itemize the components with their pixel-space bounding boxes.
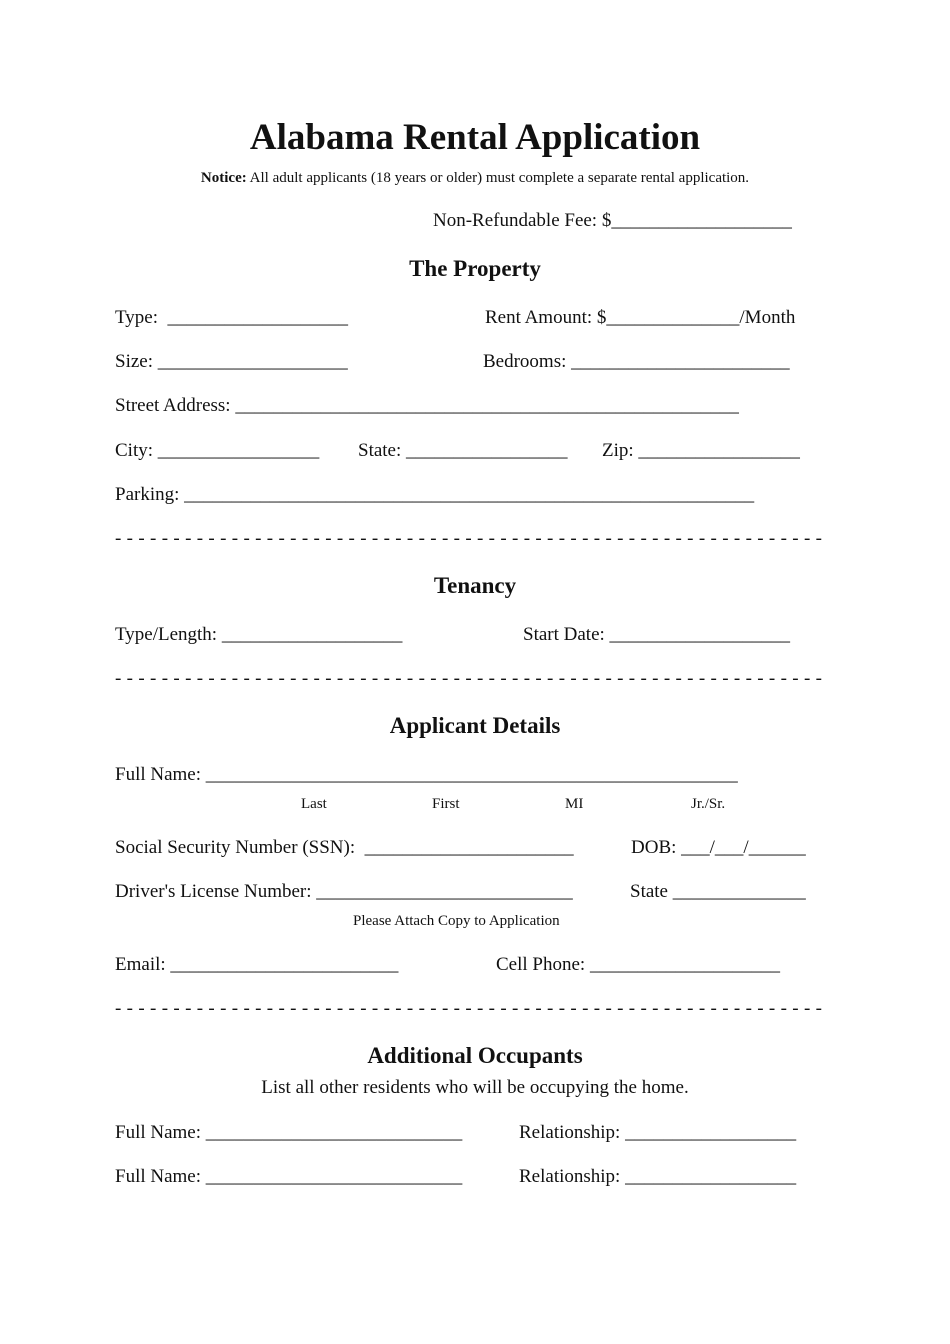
- email-field[interactable]: Email: ________________________: [115, 954, 399, 975]
- full-name-field[interactable]: Full Name: ________________________________________________________: [115, 764, 738, 785]
- name-part-last: Last: [301, 796, 327, 812]
- name-part-first: First: [432, 796, 460, 812]
- fee-field[interactable]: Non-Refundable Fee: $___________________: [433, 210, 792, 231]
- zip-field[interactable]: Zip: _________________: [602, 440, 800, 461]
- occupant-relationship-field[interactable]: Relationship: __________________: [519, 1122, 797, 1143]
- type-length-field[interactable]: Type/Length: ___________________: [115, 624, 403, 645]
- section-divider: - - - - - - - - - - - - - - - - - - - - - - - - - - - - - - - - - - - - - - - - - - - - - - - - - - - - - - - - - - - - -: [115, 668, 823, 689]
- notice-label: Notice:: [200, 170, 247, 186]
- bedrooms-field[interactable]: Bedrooms: _______________________: [483, 351, 790, 372]
- state-field[interactable]: State: _________________: [358, 440, 568, 461]
- section-heading-tenancy: Tenancy: [433, 573, 517, 598]
- city-field[interactable]: City: _________________: [115, 440, 320, 461]
- name-part-mi: MI: [565, 796, 584, 812]
- cell-phone-field[interactable]: Cell Phone: ____________________: [496, 954, 780, 975]
- section-divider: - - - - - - - - - - - - - - - - - - - - - - - - - - - - - - - - - - - - - - - - - - - - - - - - - - - - - - - - - - - - -: [115, 528, 823, 549]
- start-date-field[interactable]: Start Date: ___________________: [523, 624, 791, 645]
- section-heading-applicant: Applicant Details: [389, 713, 561, 738]
- page-title: Alabama Rental Application: [249, 117, 701, 158]
- occupants-subtitle: List all other residents who will be occupying the home.: [261, 1077, 689, 1098]
- size-field[interactable]: Size: ____________________: [115, 351, 348, 372]
- dob-field[interactable]: DOB: ___/___/______: [631, 837, 806, 858]
- rent-amount-field[interactable]: Rent Amount: $______________/Month: [485, 307, 796, 328]
- section-divider: - - - - - - - - - - - - - - - - - - - - - - - - - - - - - - - - - - - - - - - - - - - - - - - - - - - - - - - - - - - - -: [115, 998, 823, 1019]
- drivers-license-field[interactable]: Driver's License Number: ___________________________: [115, 881, 573, 902]
- property-type-field[interactable]: Type: ___________________: [115, 307, 348, 328]
- section-heading-occupants: Additional Occupants: [367, 1043, 583, 1068]
- section-heading-property: The Property: [409, 256, 541, 281]
- name-part-suffix: Jr./Sr.: [691, 796, 726, 812]
- parking-field[interactable]: Parking: ____________________________________________________________: [115, 484, 755, 505]
- street-address-field[interactable]: Street Address: _____________________________________________________: [115, 395, 739, 416]
- occupant-name-field[interactable]: Full Name: ___________________________: [115, 1122, 463, 1143]
- notice-text: All adult applicants (18 years or older) must complete a separate rental application.: [246, 170, 750, 186]
- attach-note: Please Attach Copy to Application: [353, 913, 560, 929]
- license-state-field[interactable]: State ______________: [630, 881, 806, 902]
- occupant-name-field[interactable]: Full Name: ___________________________: [115, 1166, 463, 1187]
- ssn-field[interactable]: Social Security Number (SSN): ______________________: [115, 837, 574, 858]
- notice: [0, 170, 950, 187]
- occupant-relationship-field[interactable]: Relationship: __________________: [519, 1166, 797, 1187]
